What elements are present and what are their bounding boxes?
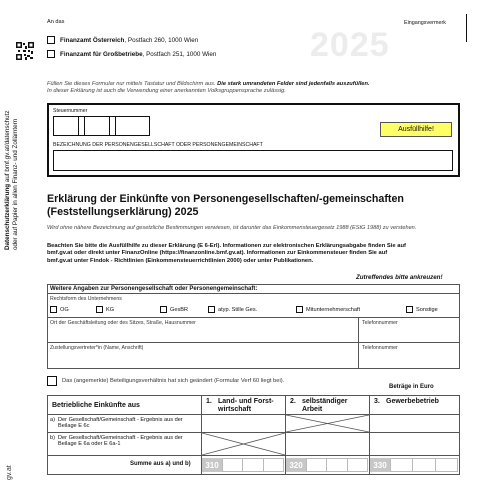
phone-input-2[interactable] [359, 343, 459, 368]
intro-text [47, 81, 467, 95]
legal-form-checkbox[interactable] [50, 306, 57, 313]
digit-group [413, 459, 435, 471]
column-number: 1. [206, 398, 212, 405]
sidebar-bottom-text: gv.at [6, 465, 13, 480]
legal-form-checkbox[interactable] [96, 306, 103, 313]
receipt-label: Eingangsvermerk [404, 20, 446, 26]
legal-form-label-og: OG [60, 306, 69, 313]
qr-code [16, 42, 34, 60]
participation-changed-checkbox[interactable] [47, 376, 57, 386]
phone-input[interactable] [359, 318, 459, 342]
column-header-self-employment [290, 398, 348, 414]
address-label: Ort der Geschäftsleitung oder des Sitzes, Straße, Hausnummer [50, 320, 196, 326]
legal-form-label-co-entrepreneurship: Mitunternehmerschaft [306, 306, 361, 313]
code-320: 320 [286, 458, 306, 472]
form-title [47, 193, 467, 219]
legal-form-kg[interactable] [96, 306, 114, 313]
row-b-self-employment-input[interactable] [286, 433, 369, 455]
sum-business-input[interactable] [390, 458, 458, 472]
participation-changed-label: Das (angemerkte) Beteiligungsverhältnis hat sich geändert (Formular Verf 60 liegt bei). [62, 378, 285, 384]
legal-form-label-kg: KG [106, 306, 115, 313]
row-a-self-employment-crossed [286, 415, 369, 432]
code-330: 330 [370, 458, 390, 472]
digit-group [264, 459, 283, 471]
legal-form-checkbox[interactable] [160, 306, 167, 313]
column-label: Gewerbebetrieb [386, 398, 439, 405]
office2-address: , Postfach 251, 1000 Wien [142, 50, 217, 58]
tick-hint: Zutreffendes bitte ankreuzen! [356, 274, 443, 281]
legal-form-atypical[interactable] [208, 306, 257, 313]
row-a-agriculture-input[interactable] [202, 415, 285, 432]
legal-form-label-atypical: atyp. Stille Ges. [218, 306, 258, 313]
row-a-business-input[interactable] [370, 415, 459, 432]
form-title-line2: (Feststellungserklärung) 2025 [47, 206, 199, 218]
legal-form-checkbox[interactable] [406, 306, 413, 313]
instructions-line3: bmf.gv.at unter Findok - Richtlinien (Einkommensteuerrichtlinien 2000) oder unter Publikationen. [47, 257, 314, 264]
column-header-agriculture [206, 398, 274, 414]
row-letter: a) [50, 417, 55, 423]
company-name-input[interactable] [53, 150, 453, 171]
column-number: 3. [374, 398, 380, 405]
sum-self-employment-input[interactable] [306, 458, 368, 472]
phone-label: Telefonnummer [362, 320, 398, 326]
legal-form-label-gesbr: GesBR [170, 306, 189, 313]
digit-group [307, 459, 327, 471]
digit-group [243, 459, 263, 471]
form-title-line1: Erklärung der Einkünfte von Personengesellschaften/-gemeinschaften [47, 193, 404, 205]
year-watermark: 2025 [310, 26, 390, 64]
office2-name: Finanzamt für Großbetriebe [60, 50, 143, 58]
office1-checkbox[interactable] [47, 36, 55, 44]
privacy-notice-vertical [4, 80, 19, 250]
tax-number-segment[interactable] [116, 117, 149, 135]
legal-form-checkbox[interactable] [208, 306, 215, 313]
intro-line1: Füllen Sie dieses Formular nur mittels Tastatur und Bildschirm aus. [47, 81, 218, 87]
income-table-heading: Betriebliche Einkünfte aus [52, 402, 140, 409]
digit-group [223, 459, 243, 471]
legal-form-og[interactable] [50, 306, 69, 313]
office1-address: , Postfach 260, 1000 Wien [124, 36, 199, 44]
privacy-url-text[interactable]: auf bmf.gv.at/datenschutz [4, 110, 11, 184]
column-label: selbständiger Arbeit [302, 398, 348, 413]
tax-number-input[interactable] [53, 116, 150, 136]
instructions-line1: Beachten Sie bitte die Ausfüllhilfe zu dieser Erklärung (E 6-Erl). Informationen zur elektronischen Erklärungsabgabe finden Sie auf [47, 243, 406, 249]
row-a-label: Der Gesellschaft/Gemeinschaft - Ergebnis aus der Beilage E 6c [58, 417, 183, 430]
company-name-label: BEZEICHNUNG DER PERSONENGESELLSCHAFT ODER PERSONENGEMEINSCHAFT [53, 142, 263, 148]
legal-form-options [50, 306, 458, 316]
legal-form-other[interactable] [406, 306, 438, 313]
row-b-business-input[interactable] [370, 433, 459, 455]
address-input[interactable] [48, 318, 358, 342]
tax-number-segment[interactable] [54, 117, 79, 135]
help-button[interactable]: Ausfüllhilfe! [380, 122, 452, 137]
currency-note: Beträge in Euro [389, 384, 434, 390]
phone-label-2: Telefonnummer [362, 345, 398, 351]
intro-line2: In dieser Erklärung ist auch die Verwendung einer anerkannten Volksgruppensprache zulässig. [47, 88, 286, 94]
office1-option[interactable] [47, 36, 198, 44]
row-letter: b) [50, 435, 55, 441]
office1-name: Finanzamt Österreich [60, 36, 125, 44]
intro-line1-bold: Die stark umrandeten Felder sind jedenfalls auszufüllen. [217, 81, 370, 87]
sum-label: Summe aus a) und b) [130, 461, 191, 467]
participation-changed-option[interactable] [47, 376, 284, 386]
legal-form-label: Rechtsform des Unternehmens [50, 296, 122, 302]
digit-group [327, 459, 347, 471]
instructions-line2: bmf.gv.at oder direkt unter FinanzOnline (https://finanzonline.bmf.gv.at). Informationen zur Einkommensteuer finden Sie auf [47, 250, 388, 257]
sum-agriculture-input[interactable] [222, 458, 284, 472]
agent-label: Zustellungsvertreter*in (Name, Anschrift) [50, 345, 144, 351]
to-label: An das [47, 19, 65, 25]
privacy-label: Datenschutzerklärung [4, 183, 11, 250]
digit-group [391, 459, 413, 471]
row-b-agriculture-crossed [202, 433, 285, 455]
agent-input[interactable] [48, 343, 358, 368]
digit-group [436, 459, 457, 471]
instructions-notice [47, 243, 472, 265]
office2-checkbox[interactable] [47, 50, 55, 58]
digit-group [348, 459, 367, 471]
row-a [50, 417, 198, 430]
office2-option[interactable] [47, 50, 216, 58]
legal-reference-note: Wird ohne nähere Bezeichnung auf gesetzliche Bestimmungen verwiesen, ist darunter das Einkommensteuergesetz 1988 (EStG 1988) zu verstehen. [47, 225, 417, 231]
company-details-heading: Weitere Angaben zur Personengesellschaft oder Personengemeinschaft: [50, 286, 258, 292]
row-b [50, 435, 198, 448]
column-label: Land- und Forst- wirtschaft [218, 398, 274, 413]
tax-number-label: Steuernummer [53, 108, 88, 114]
divider [47, 455, 460, 456]
column-header-business [374, 398, 439, 406]
legal-form-checkbox[interactable] [296, 306, 303, 313]
code-310: 310 [202, 458, 222, 472]
receipt-mark-area [466, 14, 470, 42]
column-number: 2. [290, 398, 296, 405]
divider [47, 293, 460, 294]
legal-form-gesbr[interactable] [160, 306, 188, 313]
row-b-label: Der Gesellschaft/Gemeinschaft - Ergebnis aus der Beilage E 6a oder E 6a-1 [58, 435, 183, 448]
legal-form-co-entrepreneurship[interactable] [296, 306, 360, 313]
legal-form-label-other: Sonstige [416, 306, 438, 313]
tax-number-segment[interactable] [85, 117, 110, 135]
privacy-paper-text: oder auf Papier in allen Finanz- und Zollämtern [11, 118, 19, 250]
